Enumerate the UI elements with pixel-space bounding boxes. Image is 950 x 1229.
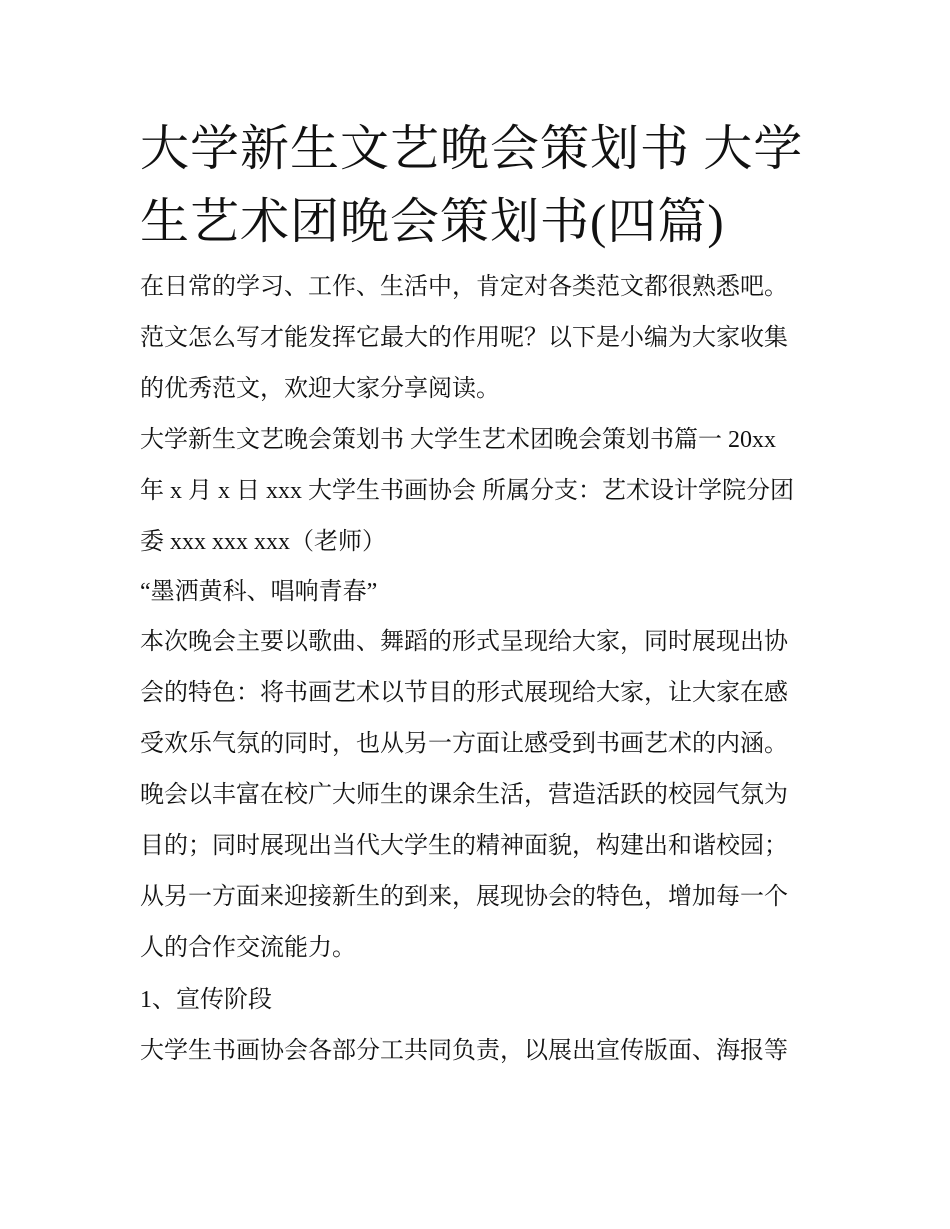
body-line: 受欢乐气氛的同时，也从另一方面让感受到书画艺术的内涵。 xyxy=(140,731,788,757)
info-line: 委 xxx xxx xxx（老师） xyxy=(140,529,386,555)
intro-line: 的优秀范文，欢迎大家分享阅读。 xyxy=(140,376,500,402)
body-line: 人的合作交流能力。 xyxy=(140,935,356,961)
title-line: 大学新生文艺晚会策划书 大学 xyxy=(140,121,804,176)
title-line: 生艺术团晚会策划书(四篇) xyxy=(140,194,725,249)
body-line: 大学生书画协会各部分工共同负责，以展出宣传版面、海报等 xyxy=(140,1038,788,1064)
body-line: 从另一方面来迎接新生的到来，展现协会的特色，增加每一个 xyxy=(140,884,788,910)
intro-line: 在日常的学习、工作、生活中，肯定对各类范文都很熟悉吧。 xyxy=(140,274,788,300)
section-heading: 1、宣传阶段 xyxy=(140,987,272,1013)
body-line: 本次晚会主要以歌曲、舞蹈的形式呈现给大家，同时展现出协 xyxy=(140,629,788,655)
document-body xyxy=(140,112,820,1077)
intro-line: 范文怎么写才能发挥它最大的作用呢？以下是小编为大家收集 xyxy=(140,325,788,351)
document-title xyxy=(140,112,820,258)
subtitle-line: 大学新生文艺晚会策划书 大学生艺术团晚会策划书篇一 20xx xyxy=(140,427,776,453)
theme-line: “墨洒黄科、唱响青春” xyxy=(140,579,378,605)
body-line: 会的特色：将书画艺术以节目的形式展现给大家，让大家在感 xyxy=(140,680,788,706)
info-line: 年 x 月 x 日 xxx 大学生书画协会 所属分支：艺术设计学院分团 xyxy=(140,478,794,504)
body-line: 目的；同时展现出当代大学生的精神面貌，构建出和谐校园； xyxy=(140,833,788,859)
body-line: 晚会以丰富在校广大师生的课余生活，营造活跃的校园气氛为 xyxy=(140,782,788,808)
